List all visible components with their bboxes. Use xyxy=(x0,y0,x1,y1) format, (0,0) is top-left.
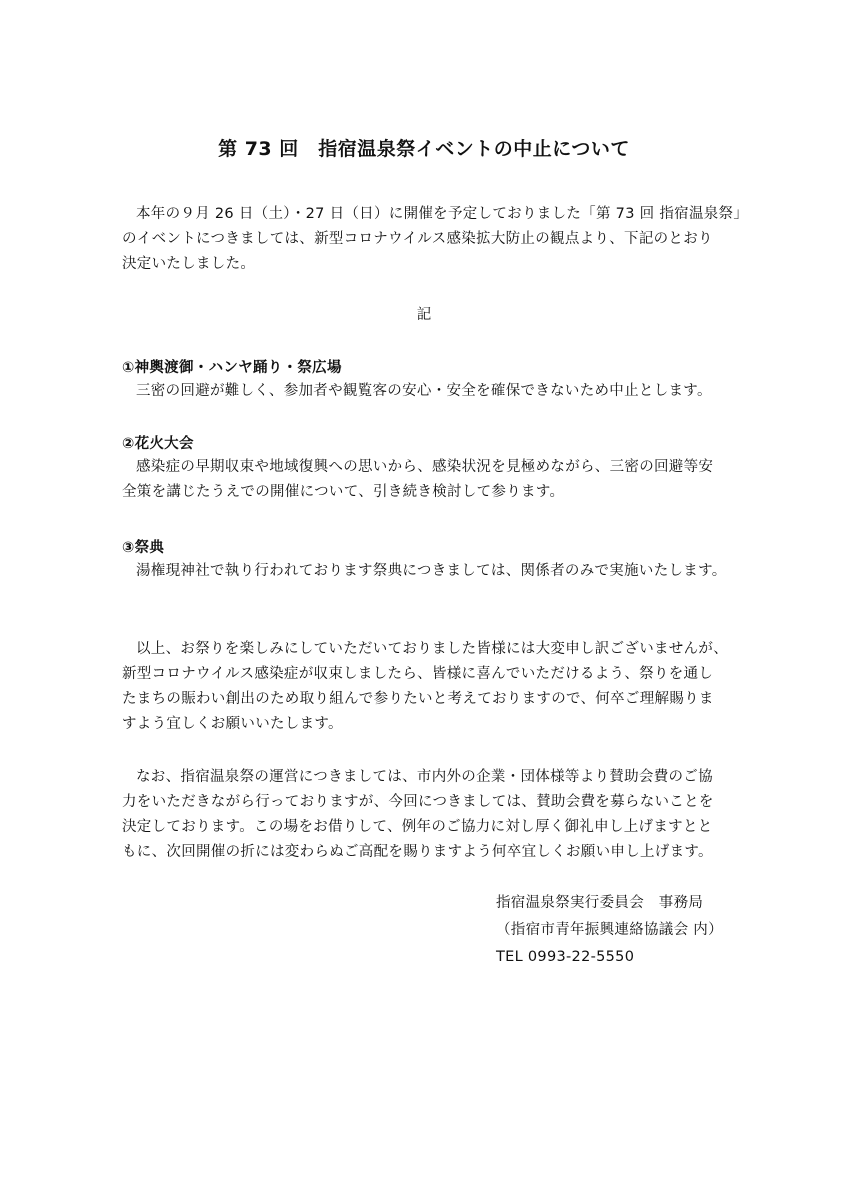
closing-line: たまちの賑わい創出のため取り組んで参りたいと考えておりますので、何卒ご理解賜りま xyxy=(122,691,714,707)
closing-paragraph-1 xyxy=(122,637,742,737)
signature-block xyxy=(496,890,723,971)
section-body-2 xyxy=(122,455,742,505)
signature-tel: TEL 0993-22-5550 xyxy=(496,949,635,965)
closing-line: 力をいただきながら行っておりますが、今回につきましては、賛助会費を募らないことを xyxy=(122,794,714,810)
section-heading-3: ③祭典 xyxy=(122,540,165,556)
intro-line: 本年の９月 26 日（土）・27 日（日）に開催を予定しておりました「第 73 回 指宿温泉祭」 xyxy=(136,206,749,222)
closing-paragraph-2 xyxy=(122,765,742,865)
ki-marker: 記 xyxy=(416,307,432,323)
closing-line: 以上、お祭りを楽しみにしていただいておりました皆様には大変申し訳ございませんが、 xyxy=(136,641,728,657)
closing-line: なお、指宿温泉祭の運営につきましては、市内外の企業・団体様等より賛助会費のご協 xyxy=(136,769,713,785)
closing-line: 決定しております。この場をお借りして、例年のご協力に対し厚く御礼申し上げますとと xyxy=(122,819,713,835)
signature-sub: （指宿市青年振興連絡協議会 内） xyxy=(496,922,723,938)
intro-paragraph xyxy=(122,202,749,277)
intro-line: のイベントにつきましては、新型コロナウイルス感染拡大防止の観点より、下記のとおり xyxy=(122,231,713,247)
intro-line: 決定いたしました。 xyxy=(122,256,256,272)
section-line: 全策を講じたうえでの開催について、引き続き検討して参ります。 xyxy=(122,484,565,500)
section-body-1 xyxy=(122,379,742,404)
closing-line: 新型コロナウイルス感染症が収束しましたら、皆様に喜んでいただけるよう、祭りを通し xyxy=(122,666,714,682)
section-heading-2: ②花火大会 xyxy=(122,436,194,452)
closing-line: すよう宜しくお願いいたします。 xyxy=(122,716,343,732)
document-title: 第 73 回 指宿温泉祭イベントの中止について xyxy=(218,138,630,160)
section-heading-1: ①神輿渡御・ハンヤ踊り・祭広場 xyxy=(122,360,342,376)
section-body-3 xyxy=(122,559,742,584)
signature-org: 指宿温泉祭実行委員会 事務局 xyxy=(496,895,704,911)
section-line: 感染症の早期収束や地域復興への思いから、感染状況を見極めながら、三密の回避等安 xyxy=(136,459,714,475)
section-line: 湯権現神社で執り行われております祭典につきましては、関係者のみで実施いたします。 xyxy=(136,563,727,579)
section-line: 三密の回避が難しく、参加者や観覧客の安心・安全を確保できないため中止とします。 xyxy=(136,383,712,399)
closing-line: もに、次回開催の折には変わらぬご高配を賜りますよう何卒宜しくお願い申し上げます。 xyxy=(122,844,713,860)
